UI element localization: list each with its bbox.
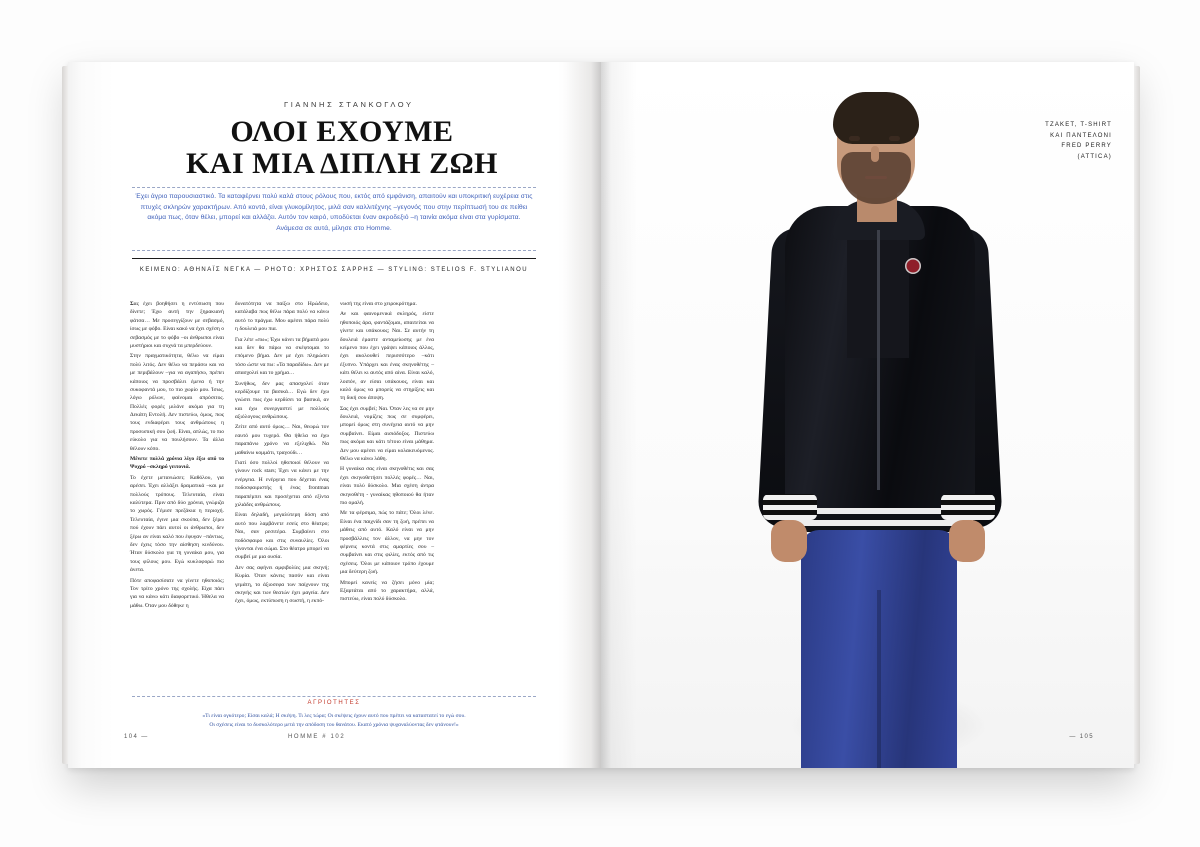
caption-line: (ATTICA) bbox=[1077, 153, 1112, 160]
nose bbox=[871, 146, 879, 162]
headline-line-1: ΟΛΟΙ ΕΧΟΥΜΕ bbox=[230, 115, 454, 148]
standfirst: Έχει άγριο παρουσιαστικό. Τα καταφέρνει πολύ καλά στους ρόλους που, εκτός από εμφάνιση, απαιτούν και υποκριτική ευχέρεια στις πτυχές σκληρών χαρακτήρων. Από κοντά, είναι γλυκομίλητος, μιλά σαν καλλιτέχνης –γεγονός που στην περίπτωσή του σε πείθει ακόμα πως, όταν θέλει, μπορεί και αλλάζει. Αυτόν τον καιρό, υποδύεται έναν ακροδεξιό –η ταινία ακόμα είναι στα γυρίσματα. Ανάμεσα σε αυτά, μίλησε στο Homme. bbox=[135, 193, 533, 233]
article-kicker: ΓΙΑΝΝΗΣ ΣΤΑΝΚΟΓΛΟΥ bbox=[284, 100, 414, 109]
brand-logo-icon bbox=[905, 258, 921, 274]
hand-right bbox=[949, 520, 985, 562]
text-column bbox=[235, 300, 329, 678]
paragraph: Στην πραγματικότητα, θέλω να είμαι πολύ λιτός. Δεν θέλω να περάσω και να με περιβάλουν –για να αγαπήσω, πρέπει κάποιος να προσβάλει έμενα ή την συκοφαντά μου, το πιο χωρίο μου. Ίσως, λόγω ρόλων, φαίνομαι απρόσιτος. Πολλές φορές μιλάνε ακόμα για τη Δεκάτη Εντολή. Δεν πιστεύω, όμως, πως τους ενδιαφέρει τους ανθρώπους η προσωπική σου ζωή. Είναι, απλώς, το πιο εύκολο για να πουλήσουν. Τα άλλα θέλουν κόπο. bbox=[130, 353, 224, 452]
paragraph: Μπορεί κανείς να ζήσει μόνο μία; Εξαρτάται από το χαρακτήρα, αλλά, πιστεύω, είναι πολύ δύσκολο. bbox=[340, 579, 434, 603]
page-left bbox=[68, 62, 601, 768]
text-column bbox=[340, 300, 434, 678]
paragraph: Ζείτε από αυτό όμως… Ναι, θεωρώ τον εαυτό μου τυχερό. Θα ήθελα να έχω παραπάνω χρόνο να εξελιχθώ. Να μαθαίνω κομμάτι, τραγούδι… bbox=[235, 424, 329, 456]
paragraph: νωσή της είναι στο χειροκρότημα. bbox=[340, 301, 417, 307]
paragraph: Σας έχει συμβεί; Ναι. Όταν λες να σε μην δουλειά, νομίζεις πως σε συμφέρει, μπορεί όμως στη συνέχεια αυτό να μην συμβαίνει. Είμαι αισιόδοξος. Πιστεύω πως ακόμα και κάτι τέτοιο είναι μάθημα. Δεν μου αρέσει να είμαι κολακευόμενος. Θέλω να κάνω λάθη. bbox=[340, 405, 434, 463]
caption-line: ΤΖΑΚΕΤ, T-SHIRT bbox=[1045, 122, 1112, 128]
paragraph: Είναι δηλαδή, μεγαλύτερη δόση από αυτό που λαμβάνετε εσείς στο θέατρο; Ναι, σαν ρεσιτέρα. Συμβαίνει στο ποδόσφαιρο και στις συναυλίες. Όλοι γίνονται ένα σώμα. Στο θέατρο μπορεί να συμβεί με μια ουσία. bbox=[235, 512, 329, 561]
page-edge-right bbox=[1133, 66, 1140, 764]
paragraph: δυνατότητα να παίξω στο Ηρώδειο, κατάλαβα πως θέλω πάρα πολύ να κάνω αυτό το πράγμα. Μου αρέσει πάρα πολύ η δουλειά μου πια. bbox=[235, 301, 329, 333]
paragraph: Αν και φαινομενικά σκληρός, είστε ηθοποιός άρα, φαντάζομαι, απαιτείται να γίνετε και υπάκουος; Ναι. Σε αυτήν τη δουλειά έμαστε ανταμείωσης με ένα κείμενο που έχει γράψει κάποιος άλλος, έχει ακολουθεί περισσότερο –κάτι έξυπνο. Υπάρχει και ένας σκηνοθέτης –κάτι θέλει κι αυτός από αίνα. Είναι καλό, λοιπόν, αν είσαι υπάκουος, είναι και καλό όμως να μπορείς να στηρίξεις και τη δική σου άποψη. bbox=[340, 311, 434, 402]
jacket-zip bbox=[877, 230, 880, 490]
paragraph: Το έχετε μετανιώσει; Καθόλου, για αρέσει. Έχει αλλάξει δραματικά –και με πολλούς τρόπους. Τελευταία, είναι καλύτερα. Πριν από δύο χρόνια, γνώριζα το χωρός. Γέμισε πρεζάκια η περιοχή. Τελευταία, έγινε μια σκούπα, δεν ξέρω πού έχουν πάει αυτοί οι άνθρωποι, δεν ξέρω αν είναι καλό που έφυγαν –πάντως, δεν έχεις τόσο την αίσθηση κινδύνου. Ήταν δύσκολο για τη γυναίκα μου, για τους φίλους μου. Εγώ κυκλοφορώ πιο άνετα. bbox=[130, 474, 224, 574]
headline-line-2: ΚΑΙ ΜΙΑ ΔΙΠΛΗ ΖΩΗ bbox=[185, 147, 499, 181]
text-column-spacer bbox=[445, 300, 539, 678]
caption-line: FRED PERRY bbox=[1061, 143, 1112, 149]
eye-right bbox=[889, 136, 900, 141]
sidebar-quote-line: Οι σχέσεις είναι το δυσκολότερο μετά την απόδοση του θανάτου. Εκατό χρόνια ψυχαναλύοντας δεν φτάνουν!» bbox=[209, 721, 459, 728]
article-body bbox=[130, 300, 540, 678]
portrait-photo bbox=[601, 62, 1134, 768]
divider-solid bbox=[132, 258, 536, 259]
paragraph: Σας έχει βοηθήσει η εντύπωση που δίνετε; Έχω αυτή την ξηρακιανή φάτσα… Με προσεγγίζουν με σεβασμό, ίσως με φόβο. Είναι κακό να έχει σχέση ο σεβασμός με το φόβο –οι άνθρωποι είναι μυστήριοι και συχνά τα μπερδεύουν. bbox=[130, 301, 224, 349]
folio-right: — 105 bbox=[1069, 734, 1094, 740]
paragraph: Η γυναίκα σας είναι σκηνοθέτις και σας έχει σκηνοθετήσει πολλές φορές… Ναι, είναι πολύ δύσκολο. Μια σχέση άντρα σκηνοθέτη - γυναίκας ηθοποιού θα ήταν πιο ομαλή. bbox=[340, 466, 434, 506]
divider-mid bbox=[132, 250, 536, 251]
paragraph: Πότε αποφασίσατε να γίνετε ηθοποιός; Τον τρίτο χρόνο της σχολής. Είχα πάει για να κάνω κάτι διαφορετικό. Ήθελα να μάθω. Όταν μου δόθηκε η bbox=[130, 577, 224, 609]
cuff-left bbox=[763, 494, 817, 520]
eye-left bbox=[849, 136, 860, 141]
trouser-seam bbox=[877, 590, 881, 768]
cuff-right bbox=[941, 494, 995, 520]
paragraph: Για λέτε «πω»; Έχω κάνει τα βήματά μου και δεν θα πάρω να σκέφτομαι το επόμενο βήμα. Δεν με έχει πληρώσει τόσο ώστε να πω: «Τα παραδίδω». Δεν με απασχολεί και το χρήμα… bbox=[235, 336, 329, 377]
hand-left bbox=[771, 520, 807, 562]
paragraph-question: Μένετε πολλά χρόνια λίγο έξω από το Ψυχρό –σκληρό γειτονιά. bbox=[130, 456, 224, 471]
sidebar-quote-line: «Τι είναι ογκότερο; Είσαι καλά; Η σκέψη. Τι λες τώρα; Οι σκέψεις έχουν αυτό που πρέπει να καταστατεί το εγώ σου. bbox=[202, 713, 466, 719]
sidebar-title: ΑΓΡΙΟΤΗΤΕΣ bbox=[307, 700, 361, 706]
photo-caption bbox=[1016, 120, 1112, 162]
figure-illustration bbox=[729, 90, 1029, 768]
spread bbox=[68, 62, 1134, 768]
article-credits: ΚΕΙΜΕΝΟ: ΑΘΗΝΑΪΣ ΝΕΓΚΑ — PHOTO: ΧΡΗΣΤΟΣ ΣΑΡΡΗΣ — STYLING: STELIOS F. STYLIANOU bbox=[139, 267, 529, 273]
paragraph: Με τα φέρσιμα, πώς το πάτε; Όλοι λένε. Είναι ένα παιχνίδι σαν τη ζωή, πρέπει να μάθεις από αυτό. Καλό είναι να μην προσβάλλεις τον άλλον, να μην τον φέρνεις κοντά στις αμαρτίες σου –συμβαίνει και στις φιλίες, εκτός από τις σχέσεις. Όλοι με κάποιον τρόπο έχουμε μια δεύτερη ζωή. bbox=[340, 510, 434, 576]
hair bbox=[833, 92, 919, 144]
divider-bottom bbox=[132, 696, 536, 697]
text-column bbox=[130, 300, 224, 678]
paragraph: Γιατί όσο πολλοί ηθοποιοί θέλουν να γίνουν rock stars; Έχει να κάνει με την ενέργεια. Η ενέργεια που δέχεται ένας ποδοσφαιριστής ή ένας frontman παραπέμπει και προσέχεται από εξίντα χιλιάδες ανθρώπους. bbox=[235, 460, 329, 508]
sidebar-quote bbox=[142, 712, 526, 729]
folio-left: 104 — bbox=[124, 734, 149, 740]
folio-issue: HOMME # 102 bbox=[288, 734, 346, 740]
page-title bbox=[132, 116, 552, 181]
divider-top bbox=[132, 187, 536, 188]
paragraph: Δεν σας αφήνει αμφιβολίες μια σκηνή; Κυρία. Όταν κάνεις πασόν και είναι γεμάτη, το άξιοσεφα των παίχνουν της σκηνής και των θεατών έχει μαγεία. Δεν έχει, όμως, εκτύπωση η σωστή, η εκπό- bbox=[235, 564, 329, 605]
paragraph: Συνήθως, δεν μας απασχολεί όταν κερδίζουμε τα βασικά… Εγώ δεν έχω γνώσει πως έχω κερδίσει τα βασικά, αν και έχω συνεργαστεί με πολλούς αξιόλογους ανθρώπους. bbox=[235, 380, 329, 421]
page-right bbox=[601, 62, 1134, 768]
mouth bbox=[865, 176, 887, 179]
caption-line: ΚΑΙ ΠΑΝΤΕΛΟΝΙ bbox=[1050, 132, 1112, 139]
